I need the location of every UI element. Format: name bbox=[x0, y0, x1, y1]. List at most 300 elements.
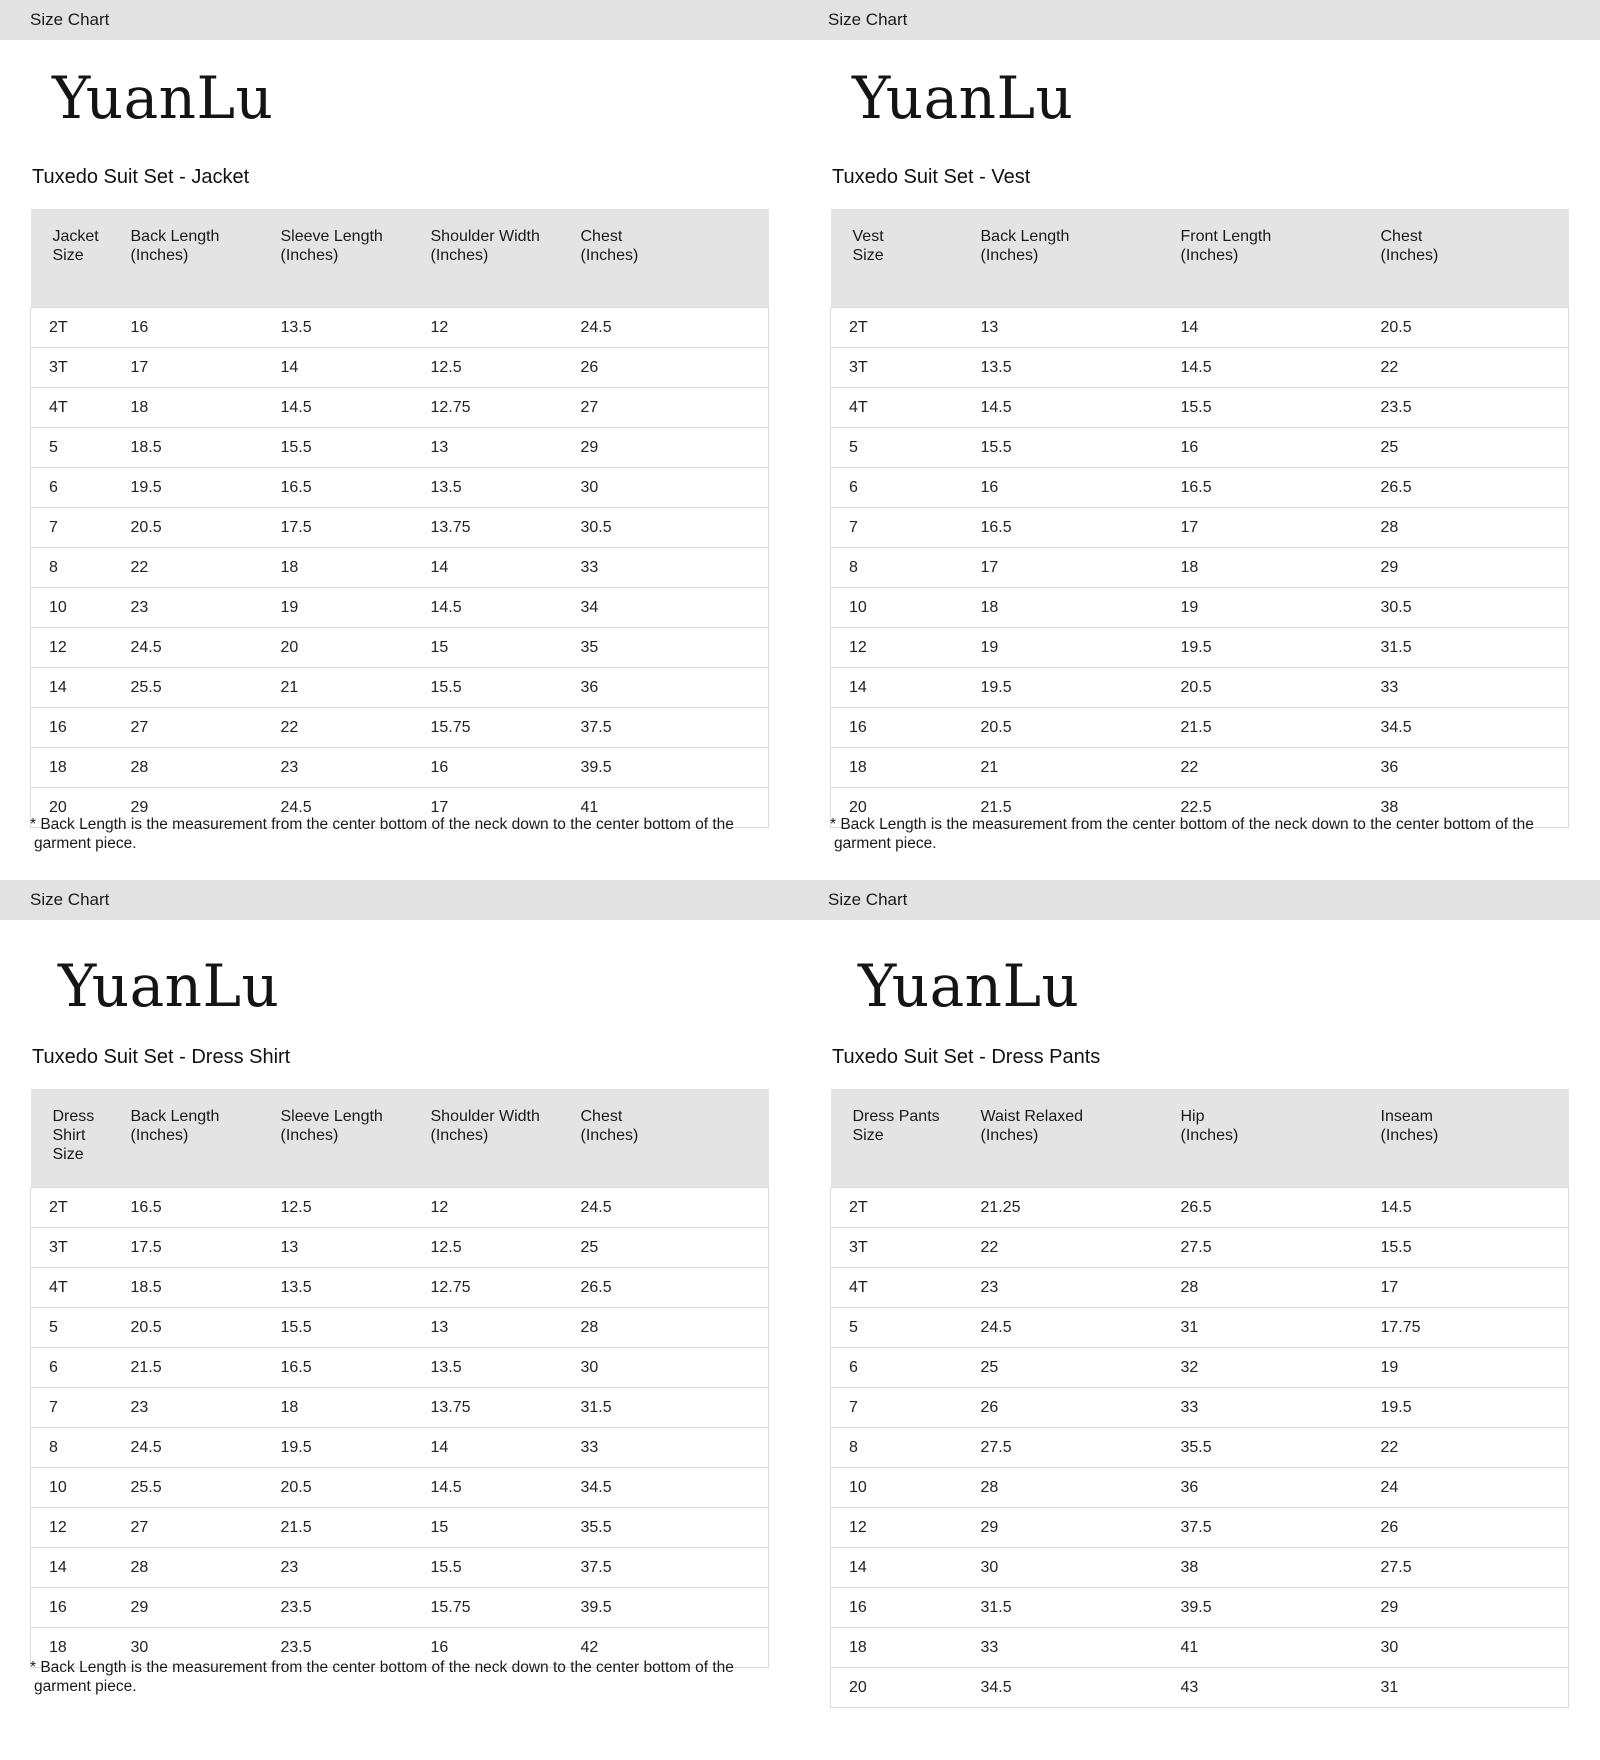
measurement-cell: 33 bbox=[981, 1628, 1181, 1668]
measurement-cell: 25.5 bbox=[131, 1468, 281, 1508]
table-row bbox=[31, 1548, 769, 1588]
measurement-cell: 14 bbox=[281, 348, 431, 388]
column-header bbox=[431, 209, 581, 308]
measurement-cell: 26 bbox=[581, 348, 769, 388]
measurement-cell: 22 bbox=[131, 548, 281, 588]
table-row bbox=[831, 1548, 1569, 1588]
measurement-cell: 18 bbox=[281, 1388, 431, 1428]
measurement-cell: 13.5 bbox=[281, 308, 431, 348]
measurement-cell: 13.5 bbox=[431, 1348, 581, 1388]
table-row bbox=[831, 1348, 1569, 1388]
column-header bbox=[1381, 209, 1569, 308]
measurement-cell: 20.5 bbox=[981, 708, 1181, 748]
measurement-cell: 30 bbox=[581, 1348, 769, 1388]
panel-header-bar: Size Chart bbox=[798, 0, 1600, 40]
table-row bbox=[831, 468, 1569, 508]
table-row bbox=[31, 1348, 769, 1388]
size-cell: 4T bbox=[31, 388, 131, 428]
measurement-cell: 17 bbox=[1181, 508, 1381, 548]
measurement-cell: 13.5 bbox=[981, 348, 1181, 388]
size-cell: 3T bbox=[31, 1228, 131, 1268]
size-cell: 8 bbox=[31, 548, 131, 588]
measurement-cell: 30 bbox=[1381, 1628, 1569, 1668]
column-header-line: (Inches) bbox=[430, 247, 489, 264]
measurement-cell: 25.5 bbox=[131, 668, 281, 708]
measurement-cell: 12.5 bbox=[431, 1228, 581, 1268]
size-cell: 2T bbox=[31, 308, 131, 348]
size-cell: 6 bbox=[831, 468, 981, 508]
column-header-line: Dress Pants bbox=[852, 1108, 940, 1125]
column-header-line: (Inches) bbox=[130, 1127, 189, 1144]
size-cell: 18 bbox=[831, 748, 981, 788]
table-row bbox=[831, 1188, 1569, 1228]
measurement-cell: 24.5 bbox=[131, 628, 281, 668]
column-header-line: (Inches) bbox=[580, 1127, 639, 1144]
column-header bbox=[831, 209, 981, 308]
table-row bbox=[31, 668, 769, 708]
size-cell: 20 bbox=[31, 788, 131, 828]
measurement-cell: 28 bbox=[1381, 508, 1569, 548]
column-header-line: (Inches) bbox=[1380, 247, 1439, 264]
table-row bbox=[831, 708, 1569, 748]
size-cell: 5 bbox=[31, 1308, 131, 1348]
size-cell: 3T bbox=[831, 348, 981, 388]
footnote bbox=[830, 815, 1550, 853]
size-cell: 7 bbox=[831, 1388, 981, 1428]
panel-header-bar: Size Chart bbox=[798, 880, 1600, 920]
measurement-cell: 27.5 bbox=[1181, 1228, 1381, 1268]
measurement-cell: 38 bbox=[1181, 1548, 1381, 1588]
measurement-cell: 37.5 bbox=[581, 708, 769, 748]
measurement-cell: 16.5 bbox=[281, 1348, 431, 1388]
measurement-cell: 16.5 bbox=[1181, 468, 1381, 508]
column-header-line: Chest bbox=[1380, 228, 1423, 245]
measurement-cell: 28 bbox=[131, 748, 281, 788]
size-cell: 10 bbox=[31, 588, 131, 628]
table-row bbox=[31, 588, 769, 628]
size-cell: 5 bbox=[831, 428, 981, 468]
column-header bbox=[31, 1089, 131, 1188]
column-header-line: Sleeve Length bbox=[280, 228, 383, 245]
measurement-cell: 14.5 bbox=[1181, 348, 1381, 388]
measurement-cell: 19 bbox=[281, 588, 431, 628]
size-cell: 16 bbox=[831, 708, 981, 748]
column-header bbox=[981, 209, 1181, 308]
footnote-line: * Back Length is the measurement from the center bottom of the neck down to the center bottom of the bbox=[830, 816, 1534, 833]
footnote-line: * Back Length is the measurement from the center bottom of the neck down to the center bottom of the bbox=[30, 1659, 734, 1676]
measurement-cell: 20.5 bbox=[1181, 668, 1381, 708]
table-row bbox=[31, 548, 769, 588]
measurement-cell: 21 bbox=[981, 748, 1181, 788]
column-header-line: Shoulder Width bbox=[430, 1108, 540, 1125]
table-row bbox=[831, 348, 1569, 388]
column-header-line: Front Length bbox=[1180, 228, 1272, 245]
measurement-cell: 28 bbox=[131, 1548, 281, 1588]
measurement-cell: 36 bbox=[1181, 1468, 1381, 1508]
column-header-line: Waist Relaxed bbox=[980, 1108, 1084, 1125]
size-table bbox=[830, 1089, 1569, 1708]
size-cell: 2T bbox=[831, 308, 981, 348]
measurement-cell: 23 bbox=[131, 588, 281, 628]
measurement-cell: 15 bbox=[431, 1508, 581, 1548]
measurement-cell: 20.5 bbox=[131, 508, 281, 548]
measurement-cell: 12.5 bbox=[431, 348, 581, 388]
measurement-cell: 19 bbox=[981, 628, 1181, 668]
chart-title: Tuxedo Suit Set - Vest bbox=[832, 166, 1031, 188]
measurement-cell: 13 bbox=[431, 428, 581, 468]
measurement-cell: 35.5 bbox=[1181, 1428, 1381, 1468]
measurement-cell: 39.5 bbox=[581, 1588, 769, 1628]
column-header-line: Back Length bbox=[130, 228, 220, 245]
column-header-line: (Inches) bbox=[580, 247, 639, 264]
measurement-cell: 39.5 bbox=[1181, 1588, 1381, 1628]
measurement-cell: 19.5 bbox=[1181, 628, 1381, 668]
measurement-cell: 27 bbox=[581, 388, 769, 428]
table-row bbox=[31, 1508, 769, 1548]
measurement-cell: 42 bbox=[581, 1628, 769, 1668]
measurement-cell: 41 bbox=[1181, 1628, 1381, 1668]
measurement-cell: 24.5 bbox=[981, 1308, 1181, 1348]
measurement-cell: 27.5 bbox=[981, 1428, 1181, 1468]
table-row bbox=[31, 1228, 769, 1268]
measurement-cell: 23 bbox=[281, 1548, 431, 1588]
measurement-cell: 13.75 bbox=[431, 508, 581, 548]
measurement-cell: 27.5 bbox=[1381, 1548, 1569, 1588]
measurement-cell: 14 bbox=[1181, 308, 1381, 348]
measurement-cell: 26.5 bbox=[581, 1268, 769, 1308]
measurement-cell: 25 bbox=[1381, 428, 1569, 468]
size-chart-panel-dress-shirt bbox=[0, 880, 800, 1760]
table-header-row bbox=[831, 209, 1569, 308]
measurement-cell: 34.5 bbox=[581, 1468, 769, 1508]
measurement-cell: 15.5 bbox=[281, 1308, 431, 1348]
column-header-line: Size bbox=[852, 1127, 884, 1144]
column-header-line: Dress Shirt bbox=[52, 1108, 95, 1144]
measurement-cell: 29 bbox=[1381, 1588, 1569, 1628]
measurement-cell: 31.5 bbox=[981, 1588, 1181, 1628]
size-cell: 20 bbox=[831, 1668, 981, 1708]
measurement-cell: 33 bbox=[581, 548, 769, 588]
size-cell: 14 bbox=[831, 1548, 981, 1588]
size-cell: 16 bbox=[831, 1588, 981, 1628]
measurement-cell: 29 bbox=[131, 788, 281, 828]
measurement-cell: 19 bbox=[1181, 588, 1381, 628]
measurement-cell: 30.5 bbox=[581, 508, 769, 548]
size-table bbox=[830, 209, 1569, 828]
chart-title: Tuxedo Suit Set - Dress Pants bbox=[832, 1046, 1101, 1068]
measurement-cell: 33 bbox=[1181, 1388, 1381, 1428]
column-header-line: Chest bbox=[580, 1108, 623, 1125]
measurement-cell: 23.5 bbox=[281, 1628, 431, 1668]
column-header bbox=[131, 1089, 281, 1188]
measurement-cell: 13 bbox=[981, 308, 1181, 348]
measurement-cell: 16 bbox=[1181, 428, 1381, 468]
measurement-cell: 20.5 bbox=[1381, 308, 1569, 348]
column-header-line: (Inches) bbox=[1180, 1127, 1239, 1144]
measurement-cell: 22.5 bbox=[1181, 788, 1381, 828]
chart-title: Tuxedo Suit Set - Jacket bbox=[32, 166, 250, 188]
table-row bbox=[831, 508, 1569, 548]
size-cell: 14 bbox=[31, 1548, 131, 1588]
size-table bbox=[30, 209, 769, 828]
table-row bbox=[31, 628, 769, 668]
measurement-cell: 15 bbox=[431, 628, 581, 668]
measurement-cell: 29 bbox=[981, 1508, 1181, 1548]
size-table bbox=[30, 1089, 769, 1668]
table-header-row bbox=[31, 1089, 769, 1188]
size-cell: 8 bbox=[831, 548, 981, 588]
table-row bbox=[831, 308, 1569, 348]
measurement-cell: 23.5 bbox=[281, 1588, 431, 1628]
size-cell: 18 bbox=[831, 1628, 981, 1668]
measurement-cell: 18 bbox=[1181, 548, 1381, 588]
measurement-cell: 41 bbox=[581, 788, 769, 828]
measurement-cell: 19.5 bbox=[1381, 1388, 1569, 1428]
measurement-cell: 37.5 bbox=[1181, 1508, 1381, 1548]
measurement-cell: 14.5 bbox=[431, 1468, 581, 1508]
size-cell: 10 bbox=[831, 588, 981, 628]
size-cell: 12 bbox=[31, 628, 131, 668]
measurement-cell: 24.5 bbox=[581, 308, 769, 348]
column-header-line: Shoulder Width bbox=[430, 228, 540, 245]
table-row bbox=[831, 1628, 1569, 1668]
measurement-cell: 22 bbox=[281, 708, 431, 748]
size-cell: 10 bbox=[831, 1468, 981, 1508]
measurement-cell: 19.5 bbox=[131, 468, 281, 508]
measurement-cell: 28 bbox=[1181, 1268, 1381, 1308]
measurement-cell: 23 bbox=[131, 1388, 281, 1428]
size-cell: 4T bbox=[831, 1268, 981, 1308]
table-header-row bbox=[831, 1089, 1569, 1188]
size-cell: 12 bbox=[31, 1508, 131, 1548]
measurement-cell: 15.75 bbox=[431, 1588, 581, 1628]
column-header bbox=[131, 209, 281, 308]
measurement-cell: 22 bbox=[1181, 748, 1381, 788]
measurement-cell: 34.5 bbox=[1381, 708, 1569, 748]
measurement-cell: 26.5 bbox=[1181, 1188, 1381, 1228]
measurement-cell: 33 bbox=[1381, 668, 1569, 708]
measurement-cell: 24.5 bbox=[581, 1188, 769, 1228]
measurement-cell: 16.5 bbox=[981, 508, 1181, 548]
measurement-cell: 29 bbox=[581, 428, 769, 468]
size-cell: 14 bbox=[831, 668, 981, 708]
column-header bbox=[281, 1089, 431, 1188]
measurement-cell: 43 bbox=[1181, 1668, 1381, 1708]
column-header bbox=[431, 1089, 581, 1188]
size-cell: 18 bbox=[31, 1628, 131, 1668]
measurement-cell: 21.5 bbox=[281, 1508, 431, 1548]
brand-logo: YuanLu bbox=[852, 64, 1074, 132]
table-row bbox=[31, 1468, 769, 1508]
table-row bbox=[831, 1268, 1569, 1308]
size-cell: 5 bbox=[31, 428, 131, 468]
measurement-cell: 20.5 bbox=[281, 1468, 431, 1508]
measurement-cell: 12 bbox=[431, 308, 581, 348]
measurement-cell: 21.5 bbox=[1181, 708, 1381, 748]
table-row bbox=[31, 308, 769, 348]
measurement-cell: 39.5 bbox=[581, 748, 769, 788]
size-cell: 3T bbox=[831, 1228, 981, 1268]
column-header-line: (Inches) bbox=[430, 1127, 489, 1144]
brand-logo: YuanLu bbox=[58, 952, 280, 1020]
column-header-line: Back Length bbox=[130, 1108, 220, 1125]
measurement-cell: 38 bbox=[1381, 788, 1569, 828]
measurement-cell: 16 bbox=[131, 308, 281, 348]
column-header bbox=[281, 209, 431, 308]
column-header-line: Chest bbox=[580, 228, 623, 245]
table-header-row bbox=[31, 209, 769, 308]
measurement-cell: 28 bbox=[581, 1308, 769, 1348]
measurement-cell: 14.5 bbox=[981, 388, 1181, 428]
size-cell: 7 bbox=[31, 1388, 131, 1428]
size-cell: 4T bbox=[31, 1268, 131, 1308]
footnote-line: garment piece. bbox=[34, 835, 137, 852]
measurement-cell: 22 bbox=[1381, 348, 1569, 388]
table-row bbox=[31, 508, 769, 548]
column-header-line: (Inches) bbox=[980, 1127, 1039, 1144]
size-cell: 2T bbox=[831, 1188, 981, 1228]
column-header-line: Inseam bbox=[1380, 1108, 1433, 1125]
measurement-cell: 14.5 bbox=[1381, 1188, 1569, 1228]
measurement-cell: 16.5 bbox=[131, 1188, 281, 1228]
measurement-cell: 21.25 bbox=[981, 1188, 1181, 1228]
measurement-cell: 14 bbox=[431, 548, 581, 588]
measurement-cell: 12.75 bbox=[431, 388, 581, 428]
column-header-line: Size bbox=[52, 247, 84, 264]
table-row bbox=[831, 588, 1569, 628]
measurement-cell: 22 bbox=[981, 1228, 1181, 1268]
measurement-cell: 31 bbox=[1381, 1668, 1569, 1708]
footnote bbox=[30, 815, 750, 853]
panel-header-bar: Size Chart bbox=[0, 880, 800, 920]
size-cell: 20 bbox=[831, 788, 981, 828]
measurement-cell: 16 bbox=[431, 1628, 581, 1668]
measurement-cell: 17 bbox=[981, 548, 1181, 588]
measurement-cell: 15.5 bbox=[431, 1548, 581, 1588]
measurement-cell: 15.5 bbox=[981, 428, 1181, 468]
measurement-cell: 15.5 bbox=[281, 428, 431, 468]
size-cell: 3T bbox=[31, 348, 131, 388]
measurement-cell: 25 bbox=[981, 1348, 1181, 1388]
measurement-cell: 31 bbox=[1181, 1308, 1381, 1348]
measurement-cell: 15.5 bbox=[1181, 388, 1381, 428]
measurement-cell: 19.5 bbox=[281, 1428, 431, 1468]
table-row bbox=[31, 748, 769, 788]
measurement-cell: 12.75 bbox=[431, 1268, 581, 1308]
table-row bbox=[31, 1188, 769, 1228]
measurement-cell: 25 bbox=[581, 1228, 769, 1268]
measurement-cell: 19 bbox=[1381, 1348, 1569, 1388]
size-chart-panel-dress-pants bbox=[800, 880, 1600, 1760]
footnote-line: * Back Length is the measurement from the center bottom of the neck down to the center bottom of the bbox=[30, 816, 734, 833]
measurement-cell: 24.5 bbox=[131, 1428, 281, 1468]
measurement-cell: 14.5 bbox=[281, 388, 431, 428]
column-header bbox=[831, 1089, 981, 1188]
measurement-cell: 22 bbox=[1381, 1428, 1569, 1468]
size-cell: 8 bbox=[831, 1428, 981, 1468]
measurement-cell: 33 bbox=[581, 1428, 769, 1468]
size-cell: 2T bbox=[31, 1188, 131, 1228]
measurement-cell: 35.5 bbox=[581, 1508, 769, 1548]
measurement-cell: 20.5 bbox=[131, 1308, 281, 1348]
measurement-cell: 15.5 bbox=[1381, 1228, 1569, 1268]
measurement-cell: 18.5 bbox=[131, 428, 281, 468]
size-cell: 12 bbox=[831, 1508, 981, 1548]
column-header-line: (Inches) bbox=[980, 247, 1039, 264]
table-row bbox=[831, 428, 1569, 468]
measurement-cell: 17 bbox=[131, 348, 281, 388]
size-cell: 6 bbox=[31, 468, 131, 508]
size-cell: 14 bbox=[31, 668, 131, 708]
table-row bbox=[31, 428, 769, 468]
column-header bbox=[31, 209, 131, 308]
table-row bbox=[31, 1588, 769, 1628]
measurement-cell: 27 bbox=[131, 1508, 281, 1548]
column-header-line: Jacket bbox=[52, 228, 99, 245]
measurement-cell: 16.5 bbox=[281, 468, 431, 508]
measurement-cell: 32 bbox=[1181, 1348, 1381, 1388]
table-row bbox=[31, 468, 769, 508]
measurement-cell: 29 bbox=[131, 1588, 281, 1628]
measurement-cell: 17 bbox=[1381, 1268, 1569, 1308]
table-row bbox=[831, 388, 1569, 428]
measurement-cell: 26.5 bbox=[1381, 468, 1569, 508]
measurement-cell: 23 bbox=[281, 748, 431, 788]
measurement-cell: 12.5 bbox=[281, 1188, 431, 1228]
measurement-cell: 18.5 bbox=[131, 1268, 281, 1308]
measurement-cell: 21.5 bbox=[131, 1348, 281, 1388]
measurement-cell: 36 bbox=[581, 668, 769, 708]
size-chart-panel-vest bbox=[800, 0, 1600, 880]
column-header-line: Sleeve Length bbox=[280, 1108, 383, 1125]
measurement-cell: 30.5 bbox=[1381, 588, 1569, 628]
measurement-cell: 16 bbox=[431, 748, 581, 788]
table-row bbox=[831, 1428, 1569, 1468]
size-cell: 5 bbox=[831, 1308, 981, 1348]
table-row bbox=[31, 388, 769, 428]
measurement-cell: 15.75 bbox=[431, 708, 581, 748]
measurement-cell: 15.5 bbox=[431, 668, 581, 708]
column-header-line: Hip bbox=[1180, 1108, 1205, 1125]
measurement-cell: 18 bbox=[281, 548, 431, 588]
measurement-cell: 19.5 bbox=[981, 668, 1181, 708]
column-header-line: (Inches) bbox=[1180, 247, 1239, 264]
measurement-cell: 30 bbox=[131, 1628, 281, 1668]
column-header bbox=[981, 1089, 1181, 1188]
size-cell: 8 bbox=[31, 1428, 131, 1468]
column-header bbox=[581, 209, 769, 308]
table-row bbox=[31, 708, 769, 748]
measurement-cell: 18 bbox=[131, 388, 281, 428]
measurement-cell: 16 bbox=[981, 468, 1181, 508]
table-row bbox=[831, 1468, 1569, 1508]
measurement-cell: 31.5 bbox=[581, 1388, 769, 1428]
measurement-cell: 17.75 bbox=[1381, 1308, 1569, 1348]
size-cell: 16 bbox=[31, 708, 131, 748]
size-cell: 4T bbox=[831, 388, 981, 428]
size-cell: 16 bbox=[31, 1588, 131, 1628]
column-header-line: Back Length bbox=[980, 228, 1070, 245]
size-cell: 7 bbox=[831, 508, 981, 548]
measurement-cell: 31.5 bbox=[1381, 628, 1569, 668]
table-row bbox=[31, 1268, 769, 1308]
column-header-line: Size bbox=[852, 247, 884, 264]
column-header-line: (Inches) bbox=[280, 247, 339, 264]
table-row bbox=[831, 1388, 1569, 1428]
size-cell: 6 bbox=[831, 1348, 981, 1388]
size-chart-panel-jacket bbox=[0, 0, 800, 880]
measurement-cell: 13.5 bbox=[431, 468, 581, 508]
